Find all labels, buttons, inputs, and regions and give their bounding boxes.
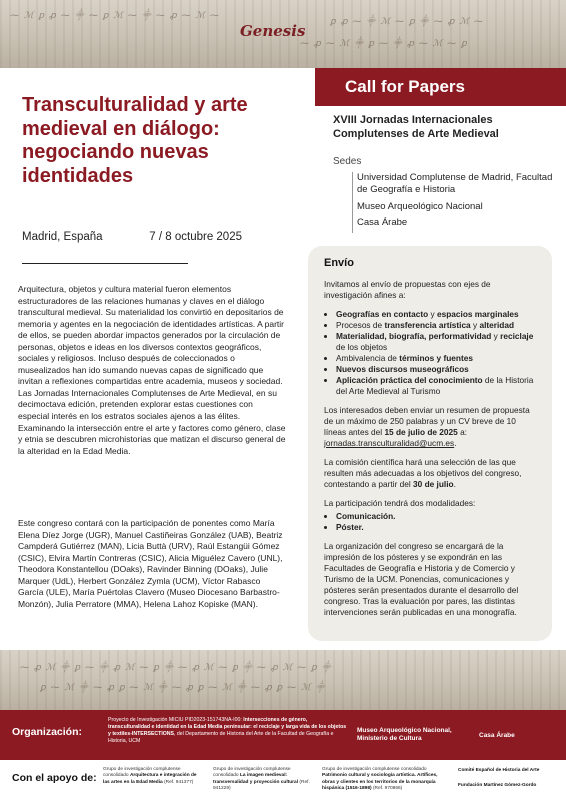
manuscript-decoration: ꝑ ⁓ ℳ ⸎ ⁓ ꝓ ꝑ ⁓ ℳ ⸎ ⁓ ꝓ ꝑ ⁓ ℳ ⸎ ⁓ ꝓ ꝑ ⁓ ℳ ⸎	[40, 683, 326, 693]
modalities-list	[324, 511, 538, 533]
support-group: Grupo de investigación complutense consolidado Patrimonio cultural y sociología artística. Artífices, obras y clientes en los territorios de la monarquía hispánica (1516-1898) (Ref. 970866)	[322, 767, 438, 792]
event-place: Madrid, España	[22, 231, 103, 243]
manuscript-decoration: ꝑ ꝓ ⁓ ⸎ ℳ ⁓ ꝑ ⸎ ⁓ ꝓ ℳ ⁓	[330, 17, 484, 27]
modalities-intro: La participación tendrá dos modalidades:	[324, 498, 476, 509]
manuscript-decoration: ⁓ ℳ ꝑ ꝓ ⁓ ⸎ ⁓ ꝑ ℳ ⁓ ⸎ ⁓ ꝓ ⁓ ℳ ⁓	[10, 11, 220, 21]
organization-label: Organización:	[12, 726, 83, 738]
footer-manuscript-banner	[0, 650, 566, 710]
organization-casa-arabe: Casa Árabe	[479, 732, 515, 739]
sede-item: Museo Arqueológico Nacional	[357, 200, 483, 212]
reply-date: 30 de julio	[413, 479, 454, 490]
call-for-papers-banner	[315, 68, 566, 106]
topic-item: • Aplicación práctica del conocimiento de la Historia del Arte Medieval al Turismo	[336, 375, 538, 397]
topic-item: • Geografías en contacto y espacios marginales	[336, 309, 538, 320]
support-group: Grupo de investigación complutense consolidado Arquitectura e integración de las artes en la Edad Media (Ref. 941377)	[103, 767, 197, 785]
envio-intro: Invitamos al envío de propuestas con ejes de investigación afines a:	[324, 278, 491, 300]
envio-panel	[308, 246, 552, 641]
jornadas-heading: XVIII Jornadas Internacionales Complutenses de Arte Medieval	[333, 114, 499, 141]
speakers-paragraph: Este congreso contará con la participación de ponentes como María Elena Díez Jorge (UGR), Manuel Castiñeiras González (UAB), Beatriz Campderá Gutiérrez (MAN), Licia Buttà (URV), Raúl Estangüi Gómez (CSIC), Elvira Martín Contreras (CSIC), Alicia Miguélez Cavero (UNL), Theodora Konstantellou (DOaks), Ravinder Binning (DOaks), Julie Marquer (UdL), Herbert González Zymla (UCM), Víctor Rabasco García (ULE), María Puértolas Clavero (Museo Diocesano Barbastro-Monzón), Julia Perratore (MMA), Helena Lahoz Kopiske (MAN).	[18, 518, 283, 609]
page-title: Transculturalidad y arte medieval en diálogo: negociando nuevas identidades	[22, 94, 248, 187]
event-place-date	[22, 231, 242, 243]
manuscript-decoration: ⁓ ꝓ ⁓ ℳ ⸎ ꝑ ⁓ ⸎ ꝓ ⁓ ℳ ⁓ ꝑ	[300, 39, 468, 49]
sede-item: Casa Árabe	[357, 217, 408, 229]
support-label: Con el apoyo de:	[12, 772, 97, 784]
support-group: Grupo de investigación complutense consolidado La imagen medieval: transversalidad y proyección cultural (Ref. 941229)	[213, 767, 310, 792]
topic-item: • Nuevos discursos museográficos	[336, 364, 538, 375]
event-date: 7 / 8 octubre 2025	[149, 231, 242, 243]
deadline: 15 de julio de 2025	[384, 427, 458, 437]
call-for-papers-label: Call for Papers	[345, 77, 465, 96]
divider	[22, 263, 188, 264]
selection-paragraph: La comisión científica hará una selección de las que resulten más adecuadas a los objetivos del congreso, contestando a partir del 30 de julio.	[324, 457, 522, 490]
topics-list	[324, 309, 538, 397]
organization-museo: Museo Arqueológico Nacional, Ministerio de Cultura	[357, 727, 452, 743]
submission-paragraph: Los interesados deben enviar un resumen de propuesta de un máximo de 250 palabras y un CV breve de 10 líneas antes del 15 de julio de 2025 a: jornadas.transculturalidad@ucm.es.	[324, 404, 530, 449]
topic-item: • Ambivalencia de términos y fuentes	[336, 353, 538, 364]
intro-paragraph: Arquitectura, objetos y cultura material fueron elementos estructuradores de las relaciones humanas y claves en el diálogo transcultural medieval. Su materialidad los convirtió en depositarios de memoria y agentes en la negociación de identidades artísticas. A partir de ellos, se pueden abordar impactos generados por la circulación de personas, objetos e ideas en los diversos contextos geográficos, sociales y religiosos. Incluso después de coleccionados o musealizados han ido sumando nuevas capas de significado que invitan a reflexiones compartidas entre academia, museos y sociedad. Las Jornadas Internacionales Complutenses de Arte Medieval, en su decimoctava edición, pretenden explorar estas cuestiones con especial interés en los estratos sociales ajenos a las élites. Examinando la intersección entre el arte y factores como género, clase y etnia se descubren microhistorias que matizan el discurso general de la alteridad en la Edad Media.	[18, 284, 286, 456]
sedes-heading: Sedes	[333, 156, 362, 167]
header-manuscript-banner	[0, 0, 566, 68]
modality-item: • Comunicación.	[336, 511, 538, 522]
sede-item: Universidad Complutense de Madrid, Facultad de Geografía e Historia	[357, 172, 553, 196]
organization-paragraph: La organización del congreso se encargará de la impresión de los pósteres y se expondrán en las Facultades de Geografía e Historia y de Comercio y Turismo de la UCM. Ponencias, comunicaciones y pósteres serán presentados durante el desarrollo del congreso. Tras la evaluación por pares, las distintas intervenciones serán publicadas en una monografía.	[324, 541, 519, 618]
support-fundacion: Fundación Martínez Gómez-Gordo	[458, 783, 537, 789]
topic-item: • Procesos de transferencia artística y alteridad	[336, 320, 538, 331]
topic-item: • Materialidad, biografía, performatividad y reciclaje de los objetos	[336, 331, 538, 353]
support-comite: Comité Español de Historia del Arte Fundación Martínez Gómez-Gordo	[458, 768, 562, 790]
organization-band	[0, 710, 566, 760]
email-link[interactable]: jornadas.transculturalidad@ucm.es	[324, 438, 455, 449]
envio-heading: Envío	[324, 257, 354, 269]
modality-item: • Póster.	[336, 522, 538, 533]
genesis-logo: Genesis	[240, 22, 306, 40]
organization-project: Proyecto de Investigación MICIU PID2023-151743NA-I00: Intersecciones de género, transculturalidad e identidad en la Edad Media peninsular: el reciclaje y larga vida de los objetos y textiles-INTERSECTIONS, del Departamento de Historia del Arte de la Facultad de Geografía e Historia, UCM	[108, 717, 347, 745]
sedes-list	[352, 172, 562, 233]
manuscript-decoration: ⁓ ꝓ ℳ ⸎ ꝑ ⁓ ⸎ ꝓ ℳ ⁓ ꝑ ⸎ ⁓ ꝓ ℳ ⁓ ꝑ ⸎ ⁓ ꝓ ℳ ⁓ ꝑ ⸎	[20, 663, 332, 673]
